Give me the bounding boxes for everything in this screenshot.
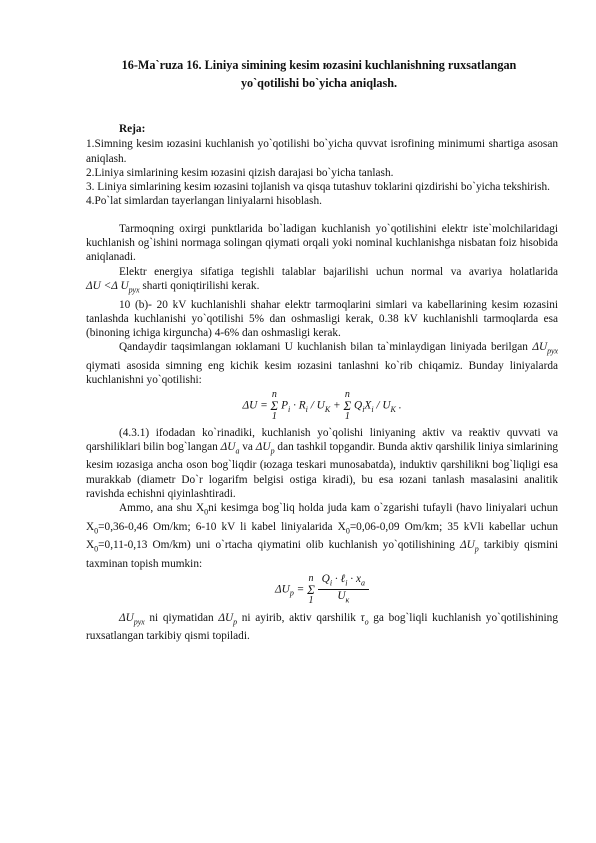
sum-symbol-1 xyxy=(271,390,279,422)
inline-formula-up xyxy=(459,539,479,554)
paragraph-5-text-b: dan tashkil topgandir. Bunda aktiv qarshilik liniya simlarining kesim юzasiga ancha oson bog`liqdir (юzaga teskari munosabatda), induktiv qarshilikni bog`liqligi esa murakkab (diametr Do`r logarifm belgisi ostiga kiradi), bu esa юzani tanlash masalasini analitik ravishda echishni qiyinlashtiradi. xyxy=(86,440,559,500)
x0-sub: 0 xyxy=(94,526,99,536)
paragraph-4 xyxy=(86,340,558,387)
formula-text: ΔU xyxy=(532,341,548,354)
term-x: X xyxy=(364,399,372,412)
term-r-sub: i xyxy=(305,404,308,414)
paragraph-1: Tarmoqning oxirgi punktlarida bo`ladigan kuchlanish yo`qotilishini elektr iste`molchilaridagi kuchlanish og`ishini normaga solingan qiymati orqali yoki nominal kuchlanishga nisbatan foiz hisobida aniqlanadi. xyxy=(86,222,558,264)
term-u2: / U xyxy=(376,399,391,412)
sum-lower: 1 xyxy=(308,594,314,606)
paragraph-3: 10 (b)- 20 kV kuchlanishli shahar elektr tarmoqlarini simlari va kabellarining kesim юzasini tanlashda kuchlanishi yo`qotilishi 5% dan oshmasligi kerak, 0.38 kV kuchlanishli tarmoqlarda esa (binoning ichiga kirguncha) 4-6% dan oshmasligi kerak. xyxy=(86,298,558,340)
formula-text: ΔU xyxy=(255,440,271,453)
formula-subscript: рух xyxy=(128,285,140,295)
inline-formula-delta-u-rux xyxy=(119,612,145,624)
term-u-sub: K xyxy=(324,404,331,414)
term-q: Q xyxy=(354,399,363,412)
fraction-numerator xyxy=(318,573,369,590)
formula-subscript: рух xyxy=(133,616,145,626)
inline-formula-ua xyxy=(220,440,240,456)
sum-lower: 1 xyxy=(344,410,350,422)
paragraph-5 xyxy=(86,426,558,502)
formula-end: . xyxy=(398,399,402,412)
formula-reactive-loss xyxy=(86,573,558,607)
inline-formula-delta-u-rux xyxy=(532,341,558,356)
x0-sub: 0 xyxy=(345,526,350,536)
paragraph-7-text-a: ni qiymatidan xyxy=(144,611,219,624)
sigma: Σ xyxy=(270,397,279,413)
sum-symbol-3 xyxy=(307,574,315,606)
paragraph-6-text-e: =0,11-0,13 Om/km) uni o`rtacha qiymatini olib kuchlanish yo`qotilishining xyxy=(98,539,460,552)
paragraph-7 xyxy=(86,611,558,644)
inline-symbol-tau xyxy=(361,612,369,624)
formula-subscript: p xyxy=(233,616,238,626)
formula-text: ΔU xyxy=(218,611,234,624)
inline-formula-up xyxy=(218,612,237,624)
term-r: · R xyxy=(293,399,306,412)
paragraph-7-text-c: ga bog`liqli kuchlanish yo`qotilishining ruxsatlangan tarkibiy qismi topiladi. xyxy=(86,611,558,643)
formula-text: ΔU <Δ U xyxy=(86,279,129,292)
term-u: / U xyxy=(310,399,325,412)
title-line-2: yo`qotilishi bo`yicha aniqlash. xyxy=(240,76,398,90)
paragraph-6-text-d: =0,06-0,09 Om/km; 35 kVli kabellar uchun X xyxy=(86,520,558,552)
paragraph-6-text-a: Ammo, ana shu X xyxy=(119,502,205,515)
term-u2-sub: K xyxy=(390,404,396,414)
paragraph-6 xyxy=(86,501,558,571)
num-q: Q xyxy=(321,573,330,586)
title-line-1: 16-Ma`ruza 16. Liniya simining kesim юzasini kuchlanishning ruxsatlangan xyxy=(121,58,517,72)
num-x-sub: a xyxy=(360,578,365,588)
tau-sub: o xyxy=(364,616,369,626)
plan-item-2: 2.Liniya simlarining kesim юzasini qizish darajasi bo`yicha tanlash. xyxy=(86,166,394,179)
plan-heading: Reja: xyxy=(119,123,146,135)
sum-upper: n xyxy=(308,572,314,584)
num-l-sub: i xyxy=(345,578,348,588)
paragraph-2 xyxy=(86,265,558,298)
num-l: · ℓ xyxy=(332,573,346,586)
paragraph-7-text-b: ni ayirib, aktiv qarshilik xyxy=(237,611,361,624)
num-x: · x xyxy=(347,573,361,586)
fraction-denominator xyxy=(318,590,369,606)
term-q-sub: i xyxy=(362,404,365,414)
num-q-sub: i xyxy=(329,578,333,588)
formula-subscript: p xyxy=(474,544,479,554)
den-u: U xyxy=(337,590,346,603)
page-title xyxy=(80,56,558,92)
inline-formula-delta-u xyxy=(86,279,140,295)
formula-text: ΔU xyxy=(119,611,134,624)
paragraph-2-text-b: sharti qoniqtirilishi kerak. xyxy=(139,279,260,292)
paragraph-5-text-a: (4.3.1) ifodadan ko`rinadiki, kuchlanish yo`qolishi liniyaning aktiv va reaktiv quvvati va qarshiliklari bilin bog`langan xyxy=(86,426,558,453)
term-x-sub: i xyxy=(371,404,374,414)
term-p-sub: i xyxy=(288,404,291,414)
sigma: Σ xyxy=(343,397,352,413)
paragraph-6-text-b: ni kesimga bog`liq holda juda kam o`zgarishi tufayli (havo liniyalari uchun X xyxy=(86,502,558,533)
fraction xyxy=(318,573,369,607)
paragraph-5-va: va xyxy=(239,440,256,453)
sum-lower: 1 xyxy=(271,410,277,422)
tau-symbol: τ xyxy=(360,611,365,624)
formula-text: ΔU xyxy=(220,440,236,453)
x0-sub: 0 xyxy=(94,544,99,554)
sum-symbol-2 xyxy=(343,390,351,422)
formula-lhs: ΔU xyxy=(275,583,290,596)
den-u-sub: к xyxy=(345,595,350,605)
formula-subscript: p xyxy=(270,446,275,456)
plus-sign: + xyxy=(333,399,344,412)
term-p: P xyxy=(281,399,289,412)
paragraph-2-text-a: Elektr energiya sifatiga tegishli talablar bajarilishi uchun normal va avariya holatlarida xyxy=(119,265,558,278)
formula-lhs: ΔU = xyxy=(242,399,271,412)
x0-sub: 0 xyxy=(204,507,209,517)
formula-lhs-sub: p xyxy=(289,588,294,598)
paragraph-6-text-c: =0,36-0,46 Om/km; 6-10 kV li kabel liniyalarida X xyxy=(98,520,346,533)
formula-text: ΔU xyxy=(459,539,475,552)
sigma: Σ xyxy=(307,581,315,597)
formula-subscript: a xyxy=(235,446,240,456)
paragraph-4-text-a: Qandaydir taqsimlangan юklamani U kuchlanish bilan ta`minlaydigan liniyada berilgan xyxy=(119,341,533,354)
plan-item-1: 1.Simning kesim юzasini kuchlanish yo`qotilishi bo`yicha quvvat isrofining minimumi shartiga asosan aniqlash. xyxy=(86,138,558,165)
document-body xyxy=(86,122,558,644)
plan-item-4: 4.Po`lat simlardan tayerlangan liniyalarni hisoblash. xyxy=(86,195,322,208)
paragraph-6-text-g: tarkibiy qismini taxminan topish mumkin: xyxy=(86,539,559,570)
equals-sign: = xyxy=(296,583,308,596)
paragraph-4-text-b: qiymati asosida simning eng kichik kesim юzasini tanlashni ko`rib chiqamiz. Bunday liniyalarda kuchlanishni yo`qotilishi: xyxy=(86,359,558,387)
spacer xyxy=(86,209,558,222)
formula-subscript: рух xyxy=(547,346,558,356)
sum-upper: n xyxy=(271,388,277,400)
formula-voltage-loss xyxy=(86,390,558,422)
inline-formula-up xyxy=(255,440,275,456)
plan-item-3: 3. Liniya simlarining kesim юzasini tojlanish va qisqa tutashuv toklarini qizdirishi bo`yicha tekshirish. xyxy=(86,181,551,194)
sum-upper: n xyxy=(344,388,350,400)
